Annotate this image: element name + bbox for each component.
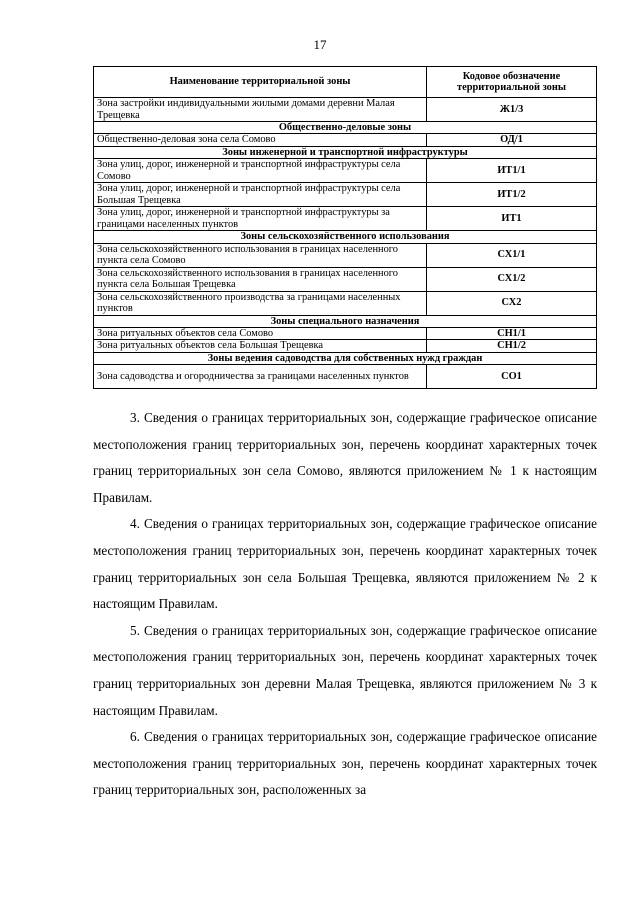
zone-code: ИТ1/1 [427,159,597,183]
zone-code: СХ2 [427,291,597,315]
zone-code: СХ1/1 [427,243,597,267]
zone-name: Зона ритуальных объектов села Сомово [94,328,427,340]
table-row [94,207,597,231]
section-title: Зоны инженерной и транспортной инфраструктуры [94,146,597,158]
zone-code: СН1/1 [427,328,597,340]
header-zone-name: Наименование территориальной зоны [94,67,427,98]
table-section-row [94,231,597,243]
paragraph-6: 6. Сведения о границах территориальных зон, содержащие графическое описание местоположения границ территориальных зон, перечень координат характерных точек границ территориальных зон, расположенных за [93,729,597,798]
page-number: 17 [313,37,327,52]
zone-code: СО1 [427,365,597,389]
table-row [94,291,597,315]
section-title: Зоны сельскохозяйственного использования [94,231,597,243]
zone-name: Зона улиц, дорог, инженерной и транспортной инфраструктуры села Большая Трещевка [94,183,427,207]
zone-name: Зона ритуальных объектов села Большая Трещевка [94,340,427,352]
zone-name: Зона улиц, дорог, инженерной и транспортной инфраструктуры села Сомово [94,159,427,183]
zone-name: Зона садоводства и огородничества за границами населенных пунктов [94,365,427,389]
zone-name: Зона сельскохозяйственного производства за границами населенных пунктов [94,291,427,315]
section-title: Зоны специального назначения [94,315,597,327]
zone-code: ИТ1/2 [427,183,597,207]
header-zone-code: Кодовое обозначение территориальной зоны [427,67,597,98]
zones-table [93,66,597,389]
zone-code: ОД/1 [427,134,597,146]
paragraph-3: 3. Сведения о границах территориальных зон, содержащие графическое описание местоположения границ территориальных зон, перечень координат характерных точек границ территориальных зон села Сомово, являются приложением № 1 к настоящим Правилам. [93,410,597,505]
table-row [94,183,597,207]
zone-name: Общественно-деловая зона села Сомово [94,134,427,146]
table-row [94,134,597,146]
table-row [94,243,597,267]
zone-code: СХ1/2 [427,267,597,291]
table-row [94,98,597,122]
table-section-row [94,352,597,364]
table-row [94,340,597,352]
zone-code: ИТ1 [427,207,597,231]
zone-name: Зона сельскохозяйственного использования в границах населенного пункта села Большая Трещевка [94,267,427,291]
paragraph-4: 4. Сведения о границах территориальных зон, содержащие графическое описание местоположения границ территориальных зон, перечень координат характерных точек границ территориальных зон села Большая Трещевка, являются приложением № 2 к настоящим Правилам. [93,516,597,612]
zones-table-body [94,98,597,389]
zone-name: Зона сельскохозяйственного использования в границах населенного пункта села Сомово [94,243,427,267]
zone-code: СН1/2 [427,340,597,352]
table-row [94,328,597,340]
zone-name: Зона застройки индивидуальными жилыми домами деревни Малая Трещевка [94,98,427,122]
table-header-row [94,67,597,98]
table-row [94,267,597,291]
zone-code: Ж1/3 [427,98,597,122]
table-row [94,159,597,183]
table-section-row [94,315,597,327]
section-title: Общественно-деловые зоны [94,122,597,134]
table-row [94,365,597,389]
table-section-row [94,146,597,158]
body-text [93,405,597,804]
section-title: Зоны ведения садоводства для собственных нужд граждан [94,352,597,364]
zone-name: Зона улиц, дорог, инженерной и транспортной инфраструктуры за границами населенных пунктов [94,207,427,231]
table-section-row [94,122,597,134]
paragraph-5: 5. Сведения о границах территориальных зон, содержащие графическое описание местоположения границ территориальных зон, перечень координат характерных точек границ территориальных зон деревни Малая Трещевка, являются приложением № 3 к настоящим Правилам. [93,622,597,718]
